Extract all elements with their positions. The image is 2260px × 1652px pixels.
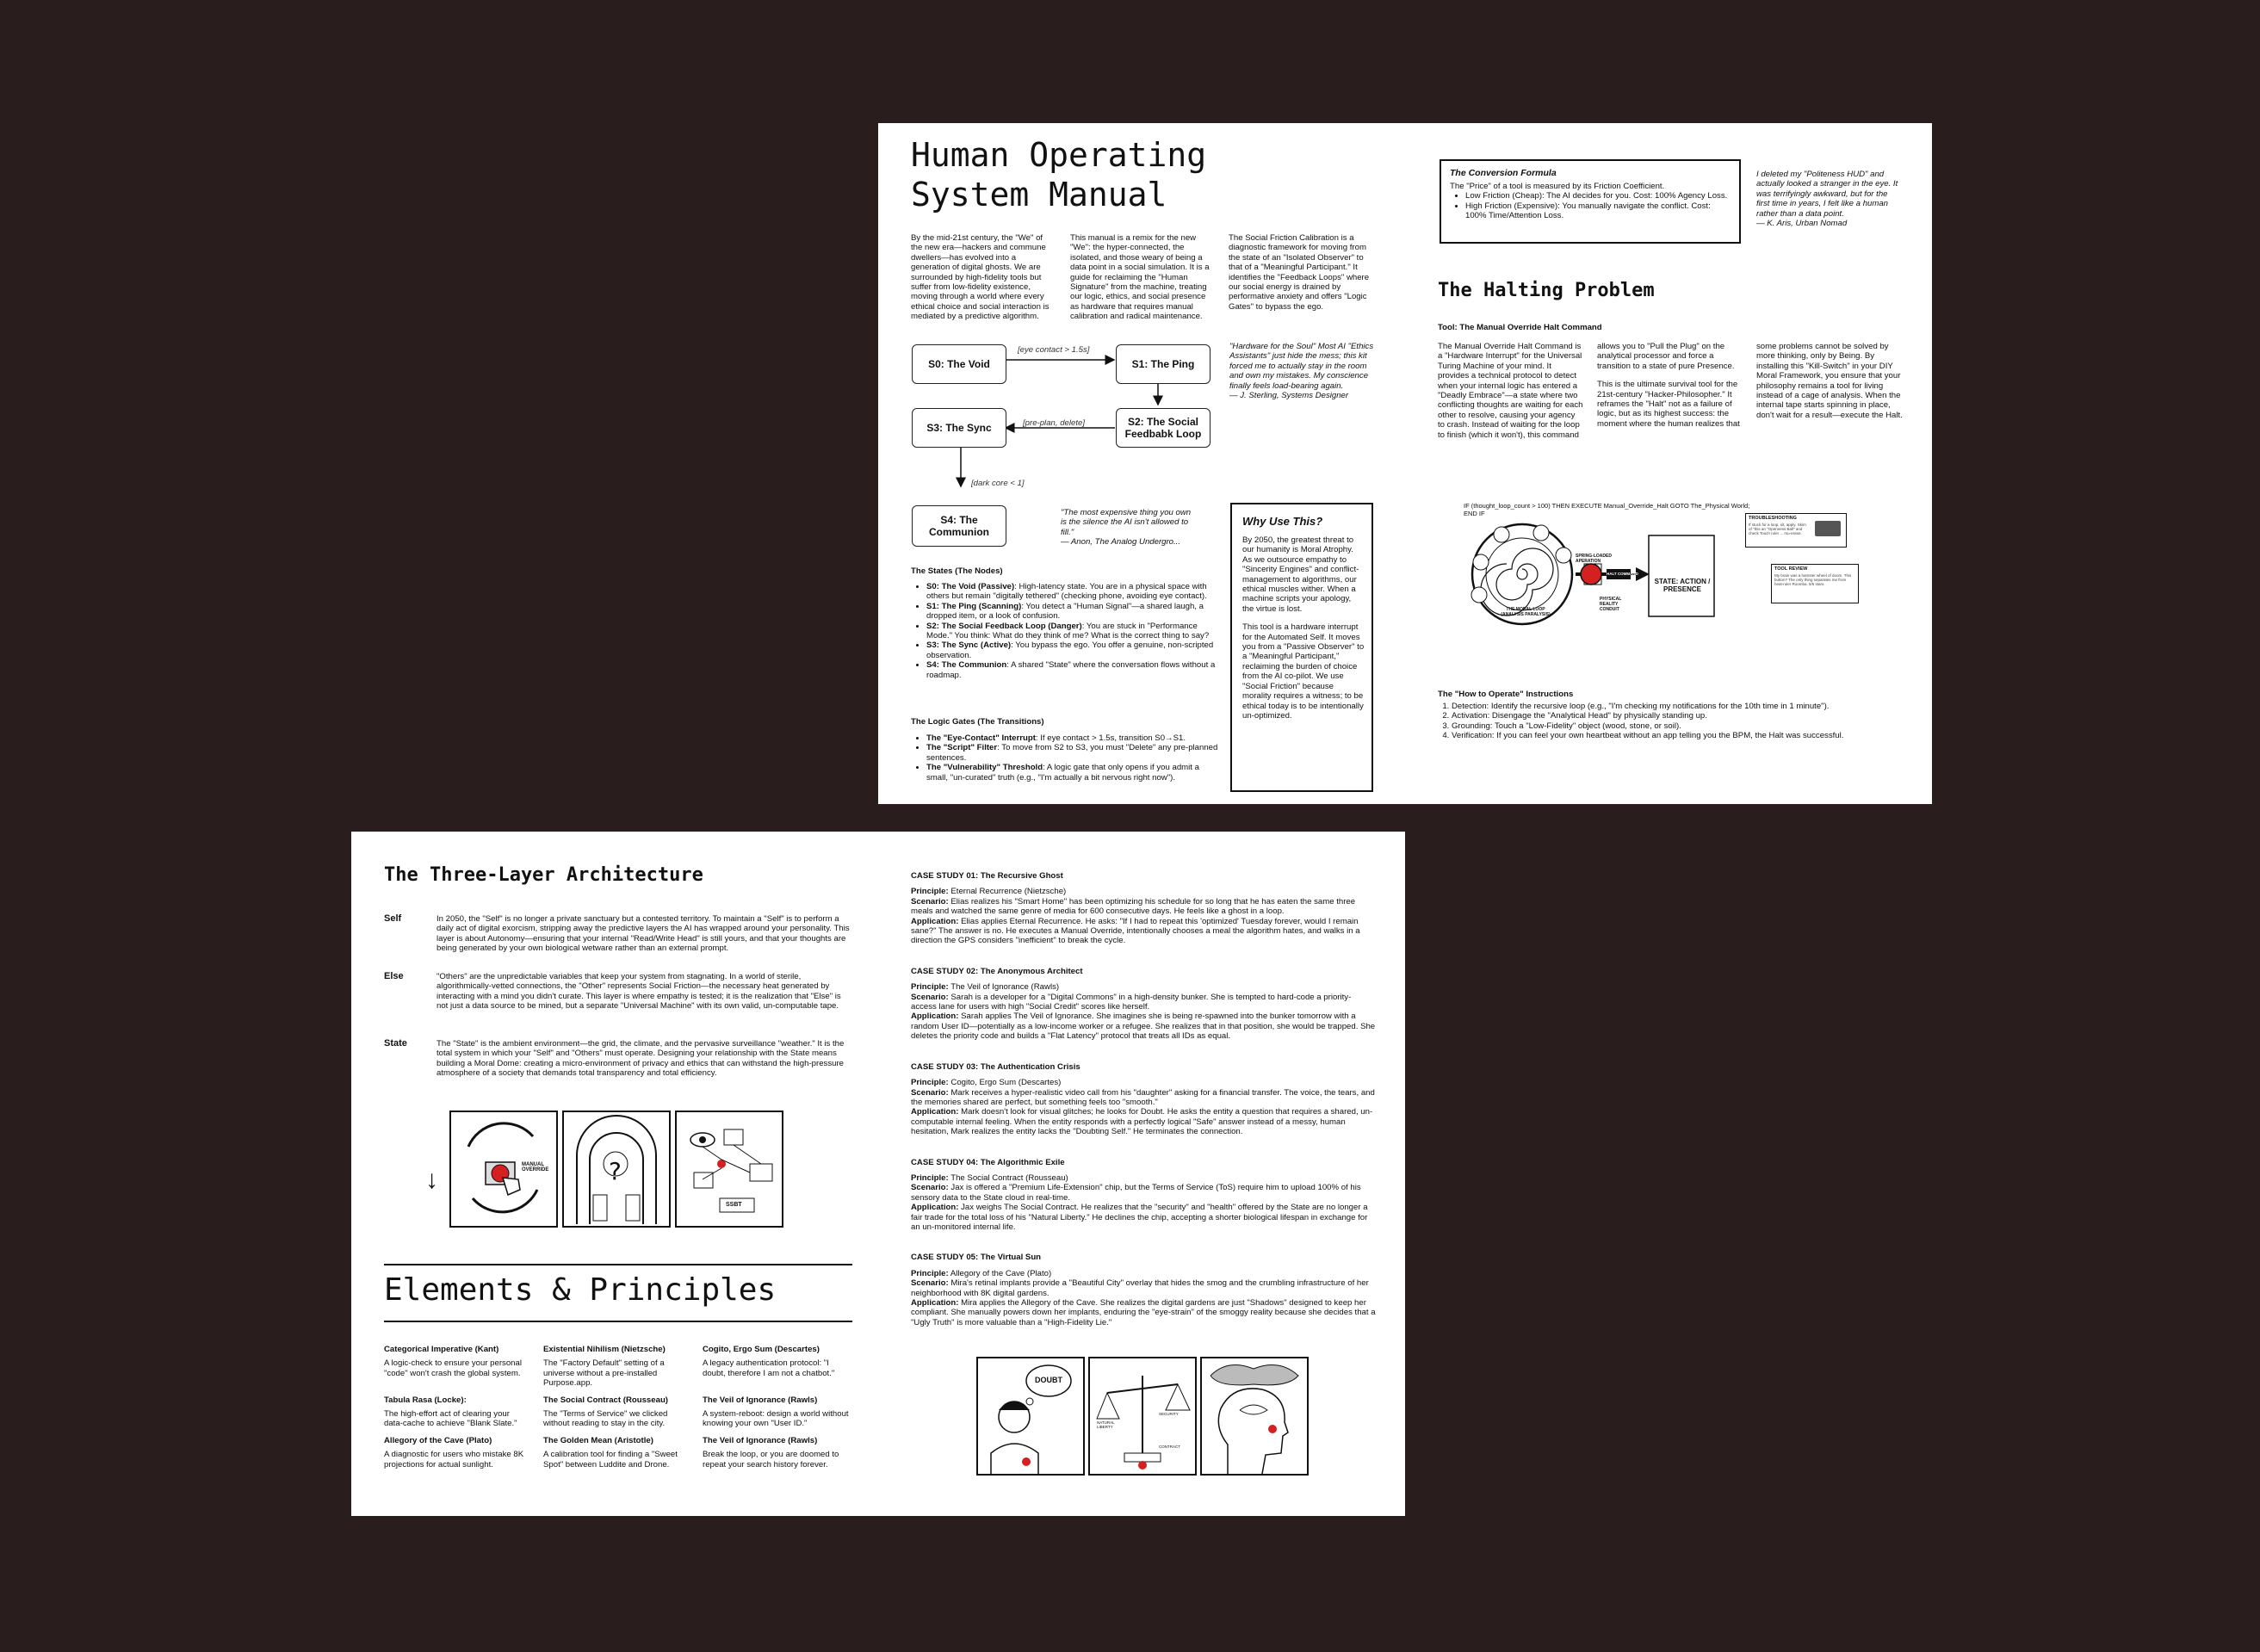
principle-name: The Social Contract (Rousseau): [543, 1395, 668, 1405]
quote-hardware-attr: — J. Sterling, Systems Designer: [1229, 391, 1349, 401]
conversion-list: [1450, 191, 1732, 220]
brick-gate-illustration: [562, 1111, 671, 1228]
layer-self-text: In 2050, the "Self" is no longer a private sanctuary but a contested territory. To maintain a "Self" is to perform a daily act of digital exorcism, stripping away the predictive layers the AI has wrapped around your personality. This layer is about Autonomy—ensuring that your internal "Read/Write Head" is still yours, and that your thoughts are being generated by your own biological wetware rather than an external prompt.: [437, 914, 850, 954]
case-scenario: [911, 1088, 1376, 1108]
howto-list: [1438, 702, 1899, 741]
why-use-box: [1230, 503, 1373, 792]
surveillance-flow-illustration: [675, 1111, 783, 1228]
state-item: [926, 582, 1219, 602]
halting-col-2b: This is the ultimate survival tool for the 21st-century "Hacker-Philosopher." It reframes the "Halt" not as a failure of logic, but as its highest success: the moment where the human realizes that: [1597, 380, 1740, 429]
section-divider: [384, 1264, 852, 1265]
why-heading: Why Use This?: [1242, 515, 1323, 528]
principle-name: Tabula Rasa (Locke):: [384, 1395, 467, 1405]
contract-label: CONTRACT: [1159, 1445, 1180, 1449]
review-heading: TOOL REVIEW: [1774, 566, 1808, 572]
case-application-text: Mira applies the Allegory of the Cave. She realizes the digital gardens are just "Shadows" designed to keep her compliant. She manually powers down her implants, enduring the "eye-strain" of the smoggy reality because she decides that a "Ugly Truth" is more valuable than a "High-Fidelity Lie.": [911, 1298, 1376, 1327]
edge-label-23: [pre-plan, delete]: [1023, 418, 1085, 428]
quote-hardware-text: "Hardware for the Soul" Most AI "Ethics Assistants" just hide the mess; this kit forced me to actually stay in the room and own my mistakes. My conscience finally feels load-bearing again.: [1229, 342, 1374, 391]
case-principle-text: Eternal Recurrence (Nietzsche): [950, 887, 1067, 897]
principle-name: Allegory of the Cave (Plato): [384, 1435, 492, 1445]
code-snippet: [1464, 502, 1749, 517]
security-label: SECURITY: [1159, 1412, 1179, 1416]
state-item-text: : A shared "State" where the conversation flows without a roadmap.: [926, 660, 1216, 680]
principle-name: The Veil of Ignorance (Rawls): [703, 1435, 818, 1445]
howto-heading: The "How to Operate" Instructions: [1438, 690, 1574, 699]
principle-text: A calibration tool for finding a "Sweet Spot" between Luddite and Drone.: [543, 1450, 678, 1469]
moral-loop-label: THE MORAL LOOP (ANALYSIS PARALYSIS): [1501, 607, 1551, 617]
gate-item-label: The "Eye-Contact" Interrupt: [926, 733, 1036, 743]
case-scenario-label: Scenario:: [911, 1087, 949, 1098]
state-action-label: STATE: ACTION / PRESENCE: [1654, 578, 1711, 593]
layer-self-name: Self: [384, 913, 402, 924]
page-title: [911, 135, 1206, 214]
down-arrow-icon: ↓: [425, 1166, 438, 1194]
state-item-text: : You bypass the ego. You offer a genuine, non-scripted observation.: [926, 640, 1214, 660]
case-application: [911, 1298, 1376, 1327]
case-principle: [911, 1078, 1376, 1087]
case-title: CASE STUDY 03: The Authentication Crisis: [911, 1061, 1080, 1072]
halting-tool: Tool: The Manual Override Halt Command: [1438, 323, 1602, 332]
quote-politeness: [1756, 170, 1903, 228]
principle-card: [703, 1395, 849, 1429]
conversion-item: • High Friction (Expensive): You manually navigate the conflict. Cost: 100% Time/Attention Loss.: [1465, 201, 1732, 221]
title-line-2: System Manual: [911, 176, 1167, 213]
howto-item: 1. Detection: Identify the recursive loop (e.g., "I'm checking my notifications for the 10th time in 1 minute").: [1452, 702, 1899, 711]
case-application-text: Jax weighs The Social Contract. He realizes that the "security" and "health" offered by the State are no longer a fair trade for the total loss of his "Natural Liberty." He declines the chip, accepting a shorter biological lifespan in exchange for an un-monitored internal life.: [911, 1203, 1368, 1232]
case-study: [911, 1253, 1376, 1327]
state-item: [926, 660, 1219, 680]
layer-else-text: "Others" are the unpredictable variables that keep your system from stagnating. In a world of sterile, algorithmically-vetted connections, the "Other" represents Social Friction—the necessary heat generated by interacting with a mind you didn't curate. This layer is where empathy is tested; it is the realization that "Else" is not just a data source to be mined, but a separate "Universal Machine" with its own valid, un-computable tape.: [437, 972, 841, 1012]
case-application: [911, 1203, 1376, 1232]
principle-name: Categorical Imperative (Kant): [384, 1345, 499, 1354]
device-icon: [1815, 521, 1841, 536]
state-item-text: : High-latency state. You are in a physical space with others but remain "digitally tethered" (checking phone, avoiding eye contact).: [926, 582, 1207, 602]
howto-item: 3. Grounding: Touch a "Low-Fidelity" object (wood, stone, or soil).: [1452, 721, 1899, 731]
spring-label: SPRING-LOADED APERATION: [1576, 554, 1612, 564]
case-title: CASE STUDY 04: The Algorithmic Exile: [911, 1157, 1065, 1167]
principle-text: A legacy authentication protocol: "I doubt, therefore I am not a chatbot.": [703, 1358, 835, 1378]
ssbt-label: SSBT: [726, 1202, 742, 1208]
principle-card: [384, 1345, 530, 1389]
manual-page-2: [351, 832, 1405, 1516]
edge-label-34: [dark core < 1]: [971, 479, 1025, 488]
conversion-box: [1440, 159, 1741, 244]
manual-override-illustration: [449, 1111, 558, 1228]
case-application-label: Application:: [911, 1203, 959, 1213]
halting-col-3: some problems cannot be solved by more thinking, only by Being. By installing this "Kill-Switch" in your DIY Moral Framework, you ensure that your philosophy remains a tool for living instead of a cage of analysis. When the internal tape starts spinning in place, don't wait for a result—execute the Halt.: [1756, 342, 1903, 420]
case-application: [911, 1107, 1376, 1136]
case-principle-label: Principle:: [911, 1078, 949, 1088]
case-scenario-label: Scenario:: [911, 1278, 949, 1289]
troubleshooting-box: [1745, 513, 1847, 548]
gate-item-text: : A logic gate that only opens if you admit a small, "un-curated" truth (e.g., "I'm actually a bit nervous right now").: [926, 763, 1199, 783]
edge-label-01: [eye contact > 1.5s]: [1018, 345, 1090, 355]
principle-text: The "Terms of Service" we clicked without reading to stay in the city.: [543, 1409, 668, 1429]
state-item-label: S4: The Communion: [926, 660, 1007, 671]
state-item-text: : You are stuck in "Performance Mode." You think: What do they think of me? What is the correct thing to say?: [926, 621, 1210, 641]
troubleshooting-heading: TROUBLESHOOTING: [1749, 516, 1797, 521]
case-scenario: [911, 1183, 1376, 1203]
case-application-text: Sarah applies The Veil of Ignorance. She imagines she is being re-spawned into the bunker tomorrow with a random User ID—potentially as a low-income worker or a refugee. She realizes that in that position, she would be trapped. She deletes the priority code and builds a "Flat Latency" protocol that treats all IDs as equal.: [911, 1012, 1376, 1042]
case-scenario-text: Mira's retinal implants provide a "Beautiful City" overlay that hides the smog and the crumbling infrastructure of her neighborhood with 8K digital gardens.: [911, 1278, 1369, 1298]
state-item-label: S0: The Void (Passive): [926, 582, 1015, 591]
scales-illustration: [1088, 1357, 1197, 1476]
case-study: [911, 1158, 1376, 1233]
head-cave-illustration: [1200, 1357, 1309, 1476]
state-node-s3: S3: The Sync: [912, 408, 1006, 448]
state-item: [926, 640, 1219, 660]
case-principle: [911, 1269, 1376, 1278]
intro-col-3: The Social Friction Calibration is a diagnostic framework for moving from the state of an "Isolated Observer" to that of a "Meaningful Participant." It identifies the "Feedback Loops" where our social energy is drained by performative anxiety and offers "Logic Gates" to bypass the ego.: [1229, 233, 1370, 312]
state-node-s4: S4: The Communion: [912, 505, 1006, 547]
case-scenario-text: Jax is offered a "Premium Life-Extension" chip, but the Terms of Service (ToS) require him to upload 100% of his sensory data to the State cloud in real-time.: [911, 1183, 1361, 1203]
principle-text: The high-effort act of clearing your data-cache to achieve "Blank Slate.": [384, 1409, 517, 1429]
code-line: IF (thought_loop_count > 100) THEN EXECUTE Manual_Override_Halt GOTO The_Physical World;: [1464, 502, 1750, 510]
gate-item: [926, 763, 1219, 783]
case-title: CASE STUDY 02: The Anonymous Architect: [911, 966, 1083, 976]
principle-card: [543, 1395, 690, 1429]
why-p2: This tool is a hardware interrupt for the Automated Self. It moves you from a "Passive Observer" to a "Meaningful Participant," reclaiming the burden of choice from the AI co-pilot. We use "Social Friction" because morality requires a witness; to be ethical today is to be intentionally un-optimized.: [1242, 622, 1365, 721]
case-studies: [911, 871, 1376, 1348]
halt-command-label: HALT COMMAND: [1607, 572, 1638, 576]
gates-heading: The Logic Gates (The Transitions): [911, 717, 1044, 727]
howto-item: 2. Activation: Disengage the "Analytical Head" by physically standing up.: [1452, 711, 1899, 721]
case-application: [911, 917, 1376, 946]
case-application-text: Mark doesn't look for visual glitches; he looks for Doubt. He asks the entity a question that requires a shared, un-computable internal feeling. When the entity responds with a perfectly logical "Safe" answer instead of a messy, human hesitation, Mark realizes the entity lacks the "Doubting Self." He terminates the connection.: [911, 1107, 1373, 1137]
svg-text:?: ?: [609, 1157, 622, 1185]
case-scenario-label: Scenario:: [911, 1183, 949, 1193]
doubt-label: DOUBT: [1035, 1376, 1062, 1384]
case-principle: [911, 1173, 1376, 1183]
quote-politeness-text: I deleted my "Politeness HUD" and actually looked a stranger in the eye. It was terrifyingly awkward, but for the first time in years, I felt like a human rather than a data point.: [1756, 170, 1898, 219]
case-principle-text: Cogito, Ergo Sum (Descartes): [950, 1078, 1062, 1088]
state-item-label: S2: The Social Feedback Loop (Danger): [926, 621, 1082, 631]
troubleshooting-text: If stuck for a loop, sit, apply. Skim of "this an "Openness Ball" and check Touch ruler ... mu-erase.: [1749, 523, 1806, 535]
principle-name: Cogito, Ergo Sum (Descartes): [703, 1345, 820, 1354]
quote-silence-attr: — Anon, The Analog Undergro...: [1061, 537, 1181, 548]
principles-grid: [384, 1345, 866, 1469]
case-study: [911, 871, 1376, 946]
case-principle-label: Principle:: [911, 887, 949, 897]
state-item: [926, 602, 1219, 622]
principle-name: Existential Nihilism (Nietzsche): [543, 1345, 666, 1354]
layer-state-name: State: [384, 1038, 407, 1049]
layer-else-name: Else: [384, 971, 404, 981]
case-study: [911, 1062, 1376, 1137]
states-list: [911, 582, 1219, 680]
case-title: CASE STUDY 01: The Recursive Ghost: [911, 871, 1063, 881]
conversion-intro: The "Price" of a tool is measured by its Friction Coefficient.: [1450, 182, 1665, 191]
case-scenario-text: Elias realizes his "Smart Home" has been optimizing his schedule for so long that he has eaten the same three meals and watched the same genre of media for 600 consecutive days. He feels like a ghost in a loop.: [911, 896, 1356, 917]
quote-hardware: [1229, 342, 1376, 400]
principle-text: A diagnostic for users who mistake 8K projections for actual sunlight.: [384, 1450, 524, 1469]
why-p1: By 2050, the greatest threat to our humanity is Moral Atrophy. As we outsource empathy to "Sincerity Engines" and conflict-management to algorithms, our ethical muscles wither. When a machine scripts your apology, the virtue is lost.: [1242, 535, 1359, 614]
case-principle: [911, 887, 1376, 896]
principle-card: [703, 1436, 849, 1469]
halting-col-2: [1597, 342, 1743, 429]
state-node-s0: S0: The Void: [912, 344, 1006, 384]
intro-col-2: This manual is a remix for the new "We": the hyper-connected, the isolated, and those weary of being a data point in a social simulation. It is a guide for reclaiming the "Human Signature" from the machine, treating our logic, ethics, and social presence as hardware that requires manual calibration and radical maintenance.: [1070, 233, 1210, 322]
principle-text: The "Factory Default" setting of a universe without a pre-installed Purpose.app.: [543, 1358, 665, 1389]
case-title: CASE STUDY 05: The Virtual Sun: [911, 1253, 1042, 1263]
case-principle-text: Allegory of the Cave (Plato): [950, 1268, 1052, 1278]
quote-silence: [1061, 508, 1198, 548]
case-scenario-label: Scenario:: [911, 896, 949, 906]
manual-page-1: [878, 123, 1932, 804]
case-principle-label: Principle:: [911, 1172, 949, 1183]
case-scenario: [911, 897, 1376, 917]
halting-col-1: The Manual Override Halt Command is a "Hardware Interrupt" for the Universal Turing Machine of your mind. It provides a technical protocol to detect when your internal logic has entered a "Deadly Embrace"—a state where two conflicting thoughts are waiting for each other to resolve, causing your agency to crash. Instead of waiting for the loop to finish (which it won't), this command: [1438, 342, 1583, 440]
arch-heading: The Three-Layer Architecture: [384, 864, 703, 886]
case-application-text: Elias applies Eternal Recurrence. He asks: "If I had to repeat this 'optimized' Tuesday forever, would I remain sane?" The answer is no. He executes a Manual Override, intentionally chooses a meal the algorithm hates, and walks in a direction the GPS considers "inefficient" to break the cycle.: [911, 916, 1360, 946]
case-scenario-text: Sarah is a developer for a "Digital Commons" in a high-density bunker. She is tempted to hard-code a priority-access lane for users with high "Social Credit" scores like herself.: [911, 992, 1352, 1012]
gate-item: [926, 743, 1219, 763]
natural-liberty-label: NATURAL LIBERTY: [1097, 1420, 1115, 1429]
case-scenario: [911, 1278, 1376, 1298]
case-application-label: Application:: [911, 1107, 959, 1117]
state-node-s2: S2: The Social Feedbabk Loop: [1116, 408, 1210, 448]
doubt-illustration: [976, 1357, 1085, 1476]
title-line-1: Human Operating: [911, 136, 1207, 174]
case-scenario: [911, 993, 1376, 1012]
principle-text: Break the loop, or you are doomed to repeat your search history forever.: [703, 1450, 839, 1469]
intro-col-1: By the mid-21st century, the "We" of the new era—hackers and commune dwellers—has evolved into a generation of digital ghosts. We are surrounded by high-fidelity tools but suffer from low-fidelity existence, moving through a world where every ethical choice and social interaction is mediated by a predictive algorithm.: [911, 233, 1050, 322]
principle-card: [384, 1395, 530, 1429]
section-divider: [384, 1321, 852, 1322]
layer-state-text: The "State" is the ambient environment—the grid, the climate, and the pervasive surveillance "weather." It is the total system in which your "Self" and "Others" must operate. Designing your relationship with the State means building a Moral Dome: creating a micro-environment of privacy and ethics that can withstand the high-pressure atmosphere of a society that demands total transparency and total efficiency.: [437, 1039, 845, 1079]
gate-item-label: The "Vulnerability" Threshold: [926, 763, 1043, 773]
principle-text: A system-reboot: design a world without knowing your own "User ID.": [703, 1409, 849, 1429]
principle-card: [703, 1345, 849, 1389]
physical-label: PHYSICAL REALITY CONDUIT: [1600, 597, 1622, 612]
tool-review-box: [1771, 564, 1859, 603]
state-item-text: : You detect a "Human Signal"—a shared laugh, a dropped item, or a look of confusion.: [926, 601, 1204, 622]
conversion-heading: The Conversion Formula: [1450, 168, 1557, 178]
gate-item-text: : If eye contact > 1.5s, transition S0→S1.: [1035, 733, 1186, 743]
conversion-item: • Low Friction (Cheap): The AI decides for you. Cost: 100% Agency Loss.: [1465, 191, 1732, 201]
state-item-label: S1: The Ping (Scanning): [926, 601, 1022, 611]
case-scenario-label: Scenario:: [911, 992, 949, 1002]
gate-item-label: The "Script" Filter: [926, 743, 998, 753]
principle-card: [543, 1345, 690, 1389]
case-principle: [911, 982, 1376, 992]
case-application-label: Application:: [911, 1298, 959, 1308]
gates-list: [911, 733, 1219, 783]
case-study: [911, 967, 1376, 1042]
principle-card: [543, 1436, 690, 1469]
principle-card: [384, 1436, 530, 1469]
gate-item: [926, 733, 1219, 743]
review-text: My brain was a hamster wheel of doom. This button? The only thing separates me from heat-ruler Roomba. 5/5 stars.: [1774, 573, 1852, 586]
states-heading: The States (The Nodes): [911, 566, 1003, 576]
state-node-s1: S1: The Ping: [1116, 344, 1210, 384]
state-item-label: S3: The Sync (Active): [926, 640, 1012, 651]
code-end: END IF: [1464, 510, 1485, 517]
case-principle-text: The Veil of Ignorance (Rawls): [950, 982, 1060, 993]
case-principle-text: The Social Contract (Rousseau): [950, 1172, 1068, 1183]
howto-item: 4. Verification: If you can feel your own heartbeat without an app telling you the BPM, the Halt was successful.: [1452, 731, 1899, 740]
quote-silence-text: "The most expensive thing you own is the silence the AI isn't allowed to fill.": [1061, 508, 1192, 537]
quote-politeness-attr: — K. Aris, Urban Nomad: [1756, 219, 1848, 229]
case-scenario-text: Mark receives a hyper-realistic video call from his "daughter" asking for a financial transfer. The voice, the tears, and the memories shared are perfect, but something feels too "smooth.": [911, 1087, 1375, 1107]
principle-text: A logic-check to ensure your personal "code" won't crash the global system.: [384, 1358, 522, 1378]
case-principle-label: Principle:: [911, 1268, 949, 1278]
case-principle-label: Principle:: [911, 982, 949, 993]
gate-item-text: : To move from S2 to S3, you must "Delete" any pre-planned sentences.: [926, 743, 1218, 763]
case-application-label: Application:: [911, 916, 959, 926]
manual-override-label: MANUAL OVERRIDE: [522, 1162, 549, 1172]
elements-heading: Elements & Principles: [384, 1272, 777, 1308]
case-application: [911, 1012, 1376, 1041]
principle-name: The Veil of Ignorance (Rawls): [703, 1395, 818, 1405]
halting-heading: The Halting Problem: [1438, 280, 1655, 301]
case-application-label: Application:: [911, 1012, 959, 1022]
principle-name: The Golden Mean (Aristotle): [543, 1435, 653, 1445]
state-item: [926, 622, 1219, 641]
halting-col-2a: allows you to "Pull the Plug" on the analytical processor and force a transition to a state of pure Presence.: [1597, 342, 1735, 371]
